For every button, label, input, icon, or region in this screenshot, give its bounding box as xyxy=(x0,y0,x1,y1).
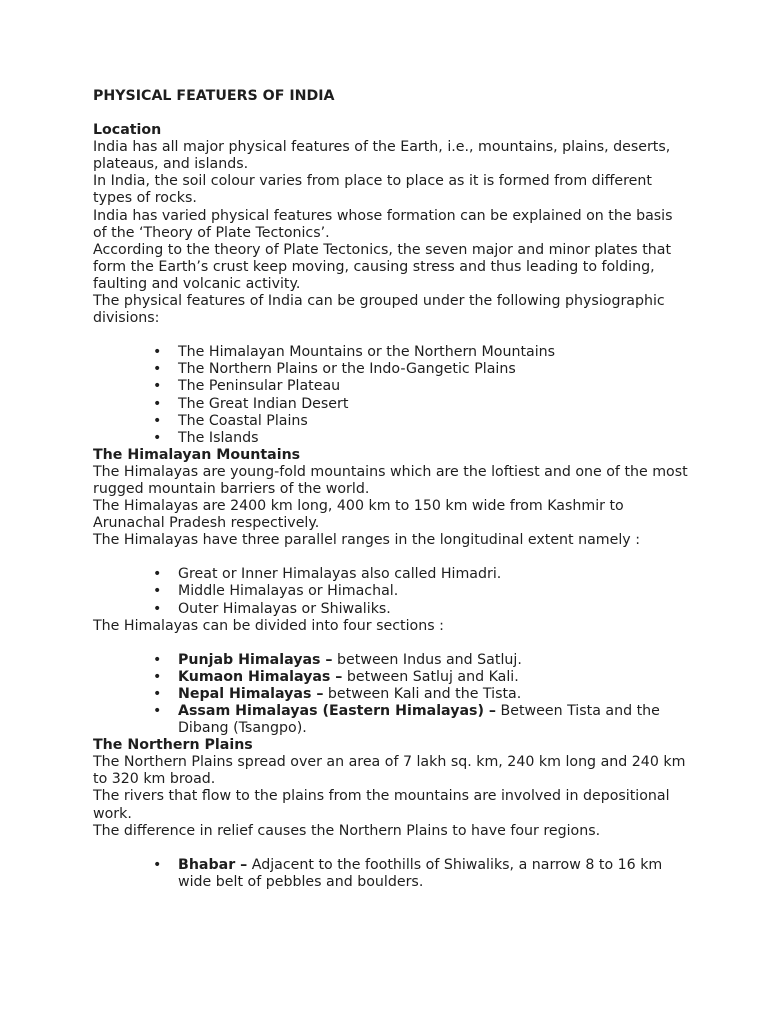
term: Nepal Himalayas – xyxy=(178,685,324,702)
paragraph: The physical features of India can be grouped under the following physiographic divisions: xyxy=(93,293,665,327)
term-description: Adjacent to the foothills of Shiwaliks, a narrow 8 to 16 km wide belt of pebbles and boulders. xyxy=(178,856,663,890)
paragraph: India has varied physical features whose formation can be explained on the basis of the ‘Theory of Plate Tectonics’. xyxy=(93,207,673,241)
spacer xyxy=(93,105,688,122)
list-item xyxy=(178,686,688,703)
paragraph: The Himalayas have three parallel ranges in the longitudinal extent namely : xyxy=(93,532,640,549)
ranges-list xyxy=(93,566,688,617)
location-heading: Location xyxy=(93,122,162,139)
divisions-list xyxy=(93,344,688,447)
paragraph: India has all major physical features of the Earth, i.e., mountains, plains, deserts, plateaus, and islands. xyxy=(93,139,671,173)
list-item: • The Peninsular Plateau xyxy=(178,378,688,395)
document-title: PHYSICAL FEATUERS OF INDIA xyxy=(93,88,335,104)
list-item: • The Islands xyxy=(178,430,688,447)
paragraph: According to the theory of Plate Tectonics, the seven major and minor plates that form the Earth’s crust keep moving, causing stress and thus leading to folding, faulting and volcanic activity. xyxy=(93,241,672,292)
himalayas-heading: The Himalayan Mountains xyxy=(93,446,301,463)
list-item xyxy=(178,703,688,737)
term-description: Between Tista and the Dibang (Tsangpo). xyxy=(178,703,660,737)
term-description: between Kali and the Tista. xyxy=(323,685,522,702)
paragraph: The Northern Plains spread over an area of 7 lakh sq. km, 240 km long and 240 km to 320 km broad. xyxy=(93,754,686,788)
list-item: • The Great Indian Desert xyxy=(178,396,688,413)
term-description: between Indus and Satluj. xyxy=(332,651,522,668)
paragraph: The rivers that flow to the plains from the mountains are involved in depositional work. xyxy=(93,788,670,822)
list-item xyxy=(178,857,688,891)
list-item: • Great or Inner Himalayas also called Himadri. xyxy=(178,566,688,583)
spacer xyxy=(93,635,688,652)
paragraph: In India, the soil colour varies from place to place as it is formed from different types of rocks. xyxy=(93,173,652,207)
spacer xyxy=(93,549,688,566)
term: Punjab Himalayas – xyxy=(178,651,333,668)
term: Kumaon Himalayas – xyxy=(178,668,343,685)
list-item: • The Himalayan Mountains or the Northern Mountains xyxy=(178,344,688,361)
list-item xyxy=(178,669,688,686)
regions-list xyxy=(93,857,688,891)
sections-list xyxy=(93,652,688,737)
spacer xyxy=(93,327,688,344)
spacer xyxy=(93,840,688,857)
term: Bhabar – xyxy=(178,856,248,873)
northern-plains-heading: The Northern Plains xyxy=(93,737,253,754)
paragraph: The difference in relief causes the Northern Plains to have four regions. xyxy=(93,822,601,839)
list-item: • The Northern Plains or the Indo-Gangetic Plains xyxy=(178,361,688,378)
paragraph: The Himalayas can be divided into four sections : xyxy=(93,617,444,634)
list-item: • The Coastal Plains xyxy=(178,413,688,430)
term-description: between Satluj and Kali. xyxy=(342,668,519,685)
list-item: • Outer Himalayas or Shiwaliks. xyxy=(178,601,688,618)
list-item: • Middle Himalayas or Himachal. xyxy=(178,583,688,600)
paragraph: The Himalayas are young-fold mountains which are the loftiest and one of the most rugged mountain barriers of the world. xyxy=(93,463,688,497)
paragraph: The Himalayas are 2400 km long, 400 km to 150 km wide from Kashmir to Arunachal Pradesh respectively. xyxy=(93,498,624,532)
term: Assam Himalayas (Eastern Himalayas) – xyxy=(178,703,496,719)
list-item xyxy=(178,652,688,669)
